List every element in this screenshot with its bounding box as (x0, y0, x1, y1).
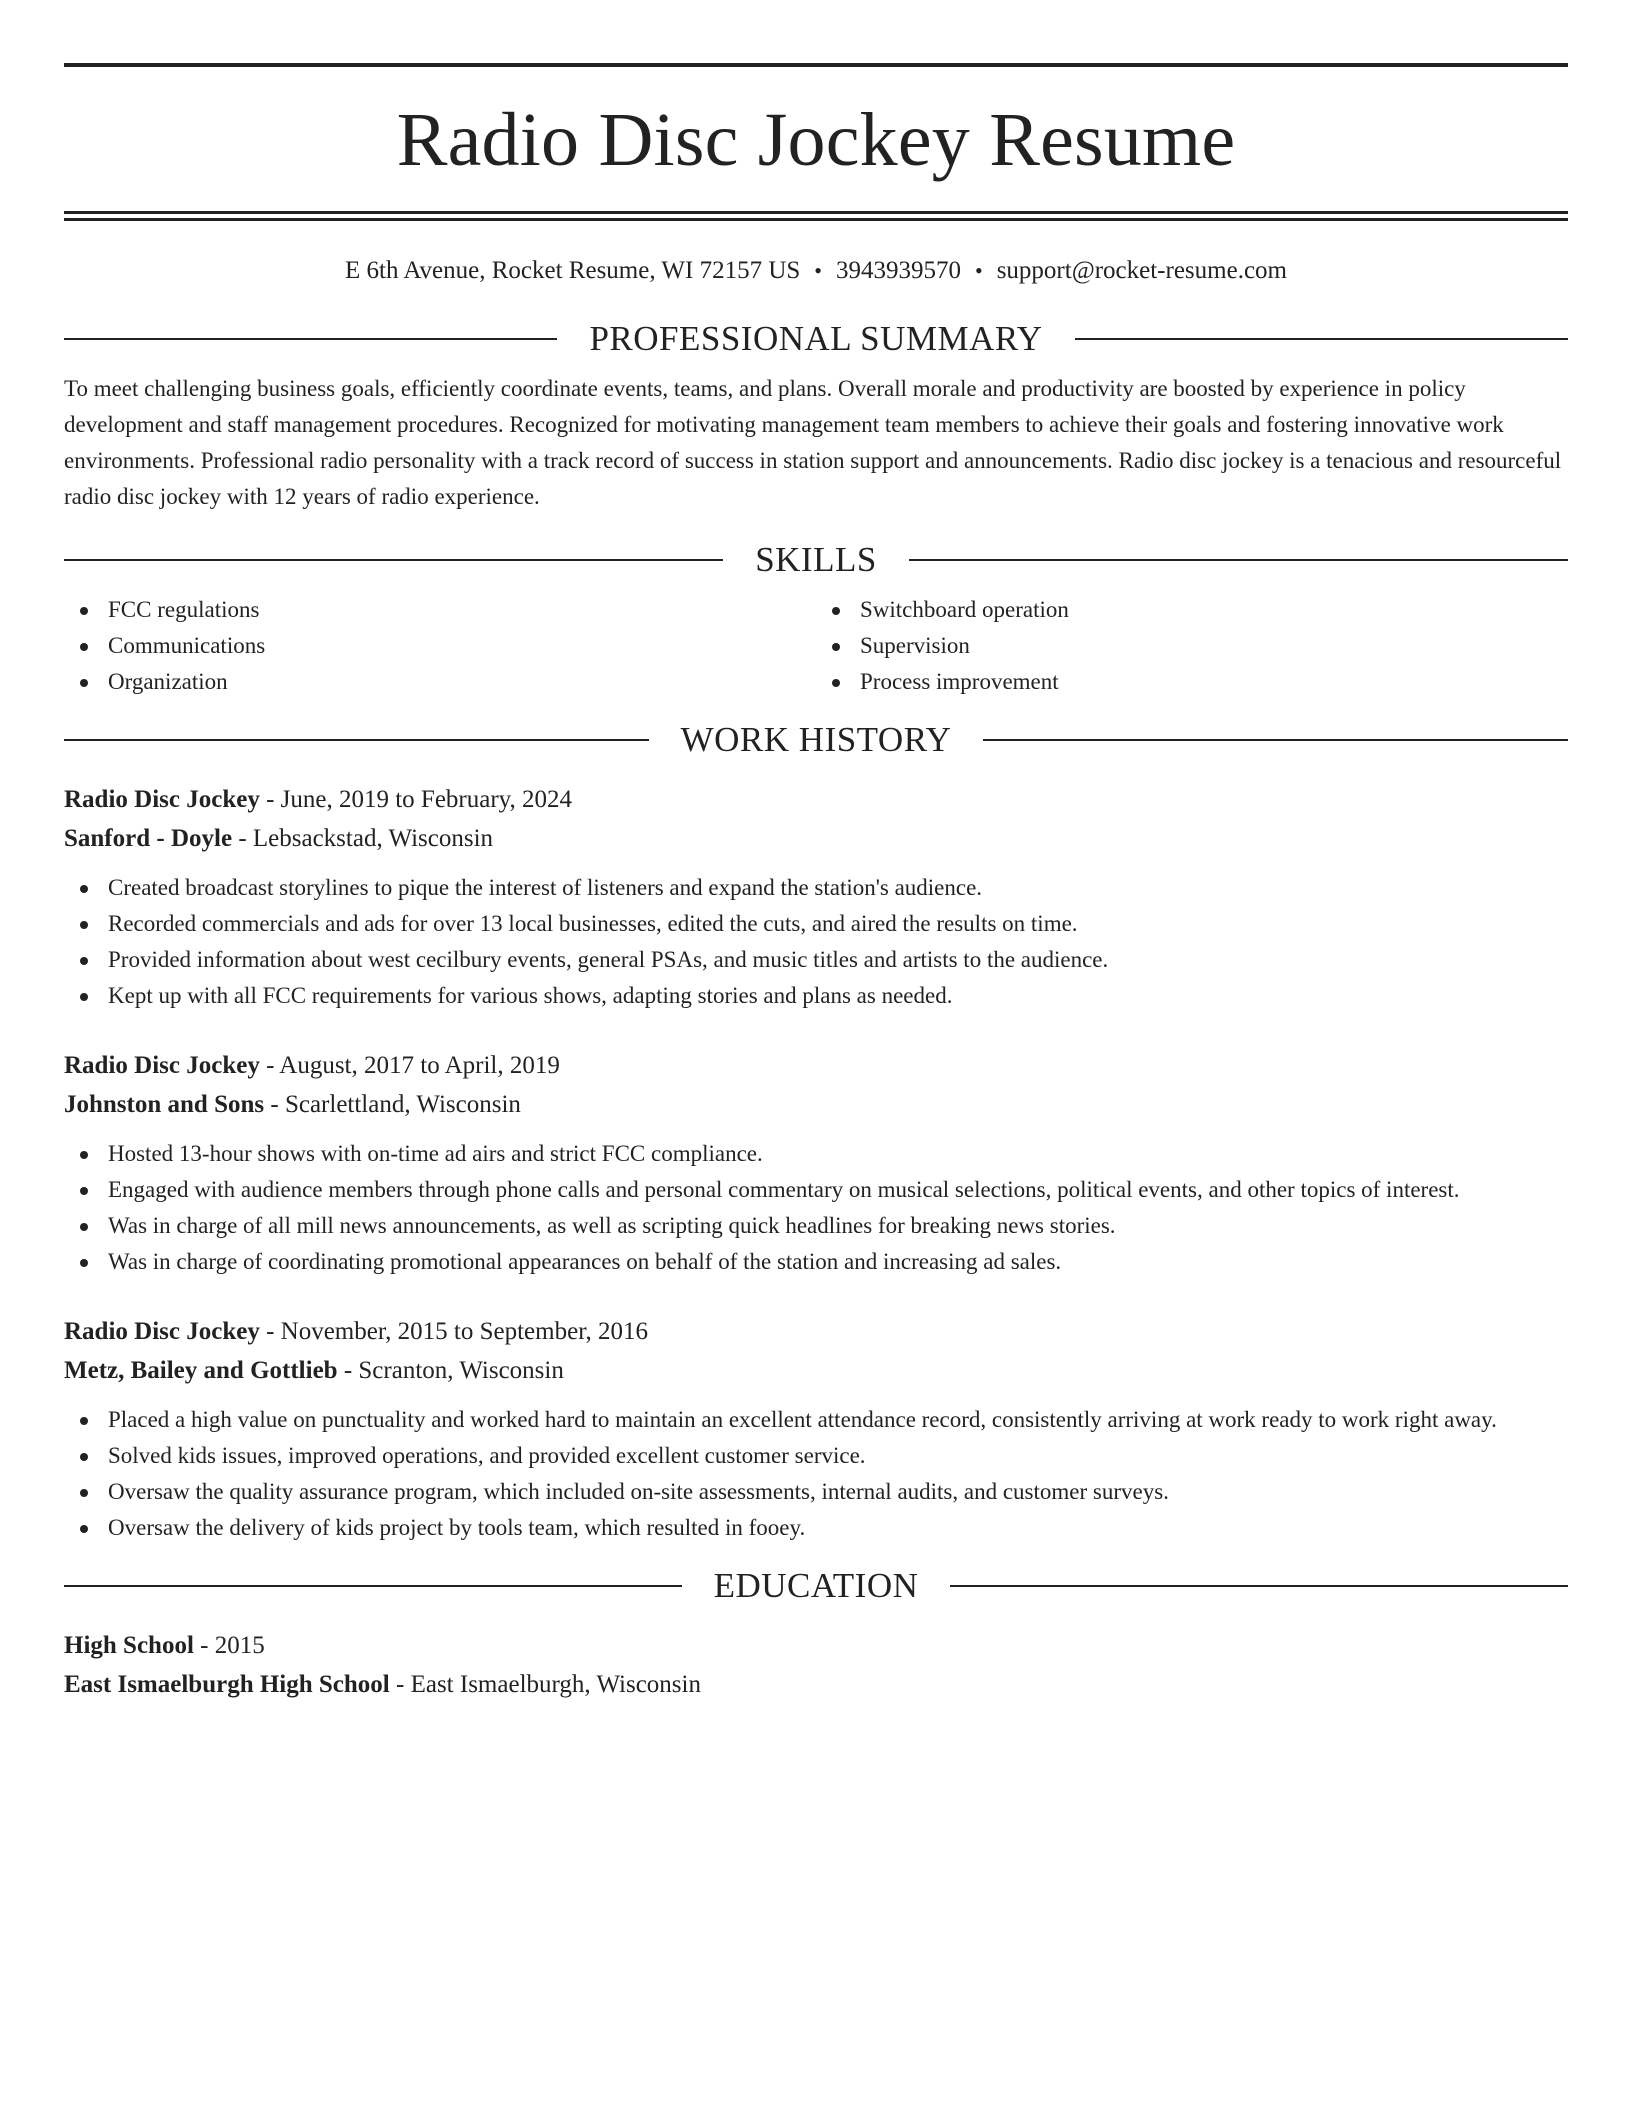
education-degree-line (64, 1626, 1568, 1665)
job-entry (64, 780, 1568, 1014)
job-company-line (64, 1085, 1568, 1124)
job-bullet: Hosted 13-hour shows with on-time ad airs and strict FCC compliance. (64, 1136, 1568, 1172)
education-entry (64, 1626, 1568, 1704)
job-title-line (64, 1046, 1568, 1085)
job-title-line (64, 780, 1568, 819)
education-location: - East Ismaelburgh, Wisconsin (389, 1671, 701, 1698)
summary-text: To meet challenging business goals, efficiently coordinate events, teams, and plans. Overall morale and productivity are boosted by experience in policy development and staff management procedures. Recognized for motivating management team members to achieve their goals and fostering innovative work environments. Professional radio personality with a track record of success in station support and announcements. Radio disc jockey is a tenacious and resourceful radio disc jockey with 12 years of radio experience. (64, 376, 1562, 509)
top-rule (64, 63, 1568, 67)
skills-heading-label: SKILLS (755, 540, 877, 579)
job-location: - Scranton, Wisconsin (337, 1357, 564, 1384)
education-school-line (64, 1665, 1568, 1704)
heading-rule (64, 739, 649, 741)
job-bullet: Recorded commercials and ads for over 13 local businesses, edited the cuts, and aired the results on time. (64, 906, 1568, 942)
resume-title: Radio Disc Jockey Resume (396, 98, 1236, 182)
heading-rule (64, 1585, 682, 1587)
skill-item: Communications (64, 628, 816, 664)
skill-item: Switchboard operation (816, 592, 1568, 628)
contact-address: E 6th Avenue, Rocket Resume, WI 72157 US (345, 257, 801, 284)
job-bullet: Placed a high value on punctuality and worked hard to maintain an excellent attendance record, consistently arriving at work ready to work right away. (64, 1402, 1568, 1438)
job-bullets (64, 1136, 1568, 1280)
skill-item: Process improvement (816, 664, 1568, 700)
skills-list (64, 592, 1568, 700)
skills-section-heading (64, 538, 1568, 582)
job-location: - Lebsackstad, Wisconsin (232, 825, 494, 852)
job-bullet: Provided information about west cecilbury events, general PSAs, and music titles and artists to the audience. (64, 942, 1568, 978)
job-bullets (64, 1402, 1568, 1546)
work-heading-label: WORK HISTORY (680, 720, 952, 759)
education-degree: High School (64, 1632, 194, 1659)
contact-line (64, 255, 1568, 287)
job-bullet: Solved kids issues, improved operations, and provided excellent customer service. (64, 1438, 1568, 1474)
job-title-line (64, 1312, 1568, 1351)
heading-rule (983, 739, 1568, 741)
heading-rule (64, 338, 557, 340)
summary-section-heading (64, 317, 1568, 361)
heading-rule (909, 559, 1568, 561)
job-bullet: Was in charge of all mill news announcements, as well as scripting quick headlines for breaking news stories. (64, 1208, 1568, 1244)
job-bullets (64, 870, 1568, 1014)
contact-email: support@rocket-resume.com (996, 257, 1287, 284)
job-bullet: Oversaw the quality assurance program, which included on-site assessments, internal audits, and customer surveys. (64, 1474, 1568, 1510)
job-title: Radio Disc Jockey (64, 1052, 260, 1079)
job-bullet: Oversaw the delivery of kids project by tools team, which resulted in fooey. (64, 1510, 1568, 1546)
skill-item: Organization (64, 664, 816, 700)
contact-phone: 3943939570 (835, 257, 961, 284)
skill-item: FCC regulations (64, 592, 816, 628)
job-location: - Scarlettland, Wisconsin (264, 1091, 521, 1118)
job-entry (64, 1046, 1568, 1280)
title-double-rule (64, 211, 1568, 221)
job-bullet: Kept up with all FCC requirements for various shows, adapting stories and plans as needed. (64, 978, 1568, 1014)
work-section-heading (64, 718, 1568, 762)
skill-item: Supervision (816, 628, 1568, 664)
job-company: Metz, Bailey and Gottlieb (64, 1357, 338, 1384)
education-school: East Ismaelburgh High School (64, 1671, 390, 1698)
education-heading-label: EDUCATION (713, 1566, 919, 1605)
heading-rule (1075, 338, 1568, 340)
education-section-heading (64, 1564, 1568, 1608)
job-title: Radio Disc Jockey (64, 786, 260, 813)
contact-separator: • (814, 258, 822, 283)
job-company-line (64, 819, 1568, 858)
job-company-line (64, 1351, 1568, 1390)
job-title: Radio Disc Jockey (64, 1318, 260, 1345)
job-entry (64, 1312, 1568, 1546)
summary-heading-label: PROFESSIONAL SUMMARY (589, 319, 1043, 358)
job-company: Sanford - Doyle (64, 825, 233, 852)
heading-rule (64, 559, 723, 561)
education-year: - 2015 (193, 1632, 265, 1659)
heading-rule (950, 1585, 1568, 1587)
job-bullet: Engaged with audience members through phone calls and personal commentary on musical selections, political events, and other topics of interest. (64, 1172, 1568, 1208)
job-company: Johnston and Sons (64, 1091, 265, 1118)
job-dates: - November, 2015 to September, 2016 (259, 1318, 649, 1345)
job-dates: - August, 2017 to April, 2019 (259, 1052, 560, 1079)
contact-separator: • (974, 258, 983, 283)
job-bullet: Was in charge of coordinating promotional appearances on behalf of the station and increasing ad sales. (64, 1244, 1568, 1280)
job-dates: - June, 2019 to February, 2024 (259, 786, 573, 813)
job-bullet: Created broadcast storylines to pique the interest of listeners and expand the station's audience. (64, 870, 1568, 906)
